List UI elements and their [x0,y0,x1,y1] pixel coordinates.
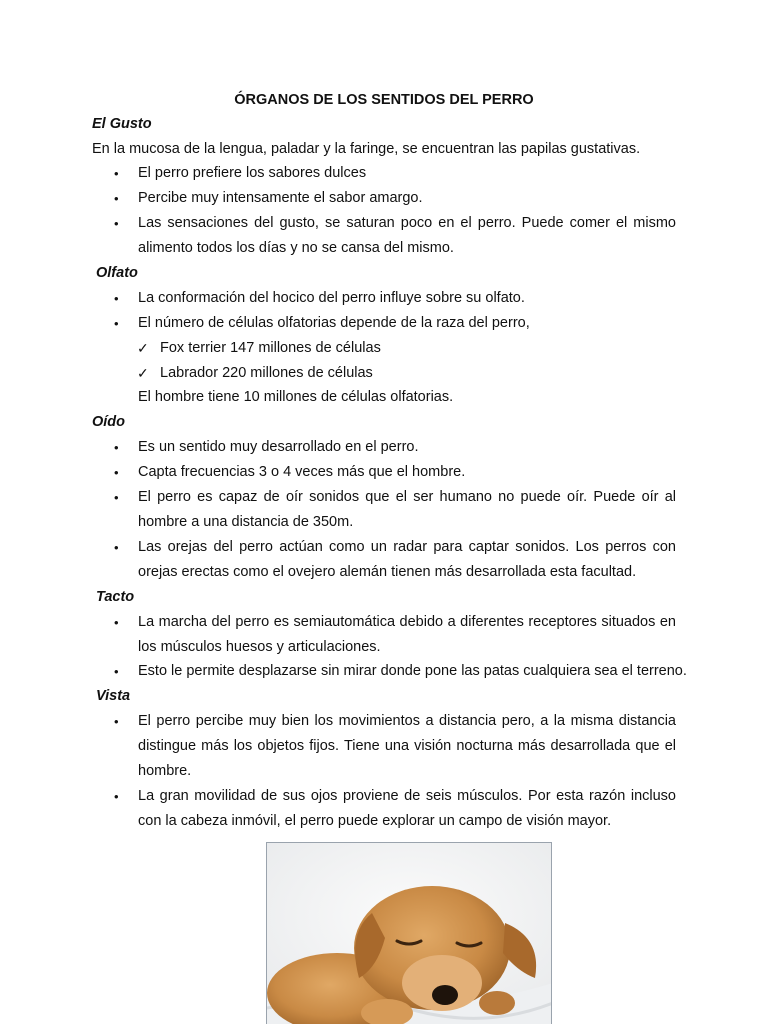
section-heading-gusto: El Gusto [92,116,152,132]
oido-item: Capta frecuencias 3 o 4 veces más que el hombre. [138,464,466,480]
check-icon: ✓ [137,340,149,356]
bullet-icon: • [114,216,119,231]
vista-item: La gran movilidad de sus ojos proviene de seis músculos. Por esta razón incluso con la cabeza inmóvil, el perro puede explorar un campo de visión mayor. [138,788,676,829]
tacto-item: La marcha del perro es semiautomática debido a diferentes receptores situados en los músculos huesos y articulaciones. [138,614,676,655]
bullet-icon: • [114,316,119,331]
oido-item: El perro es capaz de oír sonidos que el ser humano no puede oír. Puede oír al hombre a una distancia de 350m. [138,489,676,530]
section-heading-vista: Vista [96,688,131,704]
bullet-icon: • [114,440,119,455]
olfato-item: El número de células olfatorias depende de la raza del perro, [138,315,530,331]
oido-item: Las orejas del perro actúan como un radar para captar sonidos. Los perros con orejas erectas como el ovejero alemán tienen más desarrollada esta facultad. [138,539,676,580]
bullet-icon: • [114,191,119,206]
bullet-icon: • [114,789,119,804]
bullet-icon: • [114,490,119,505]
bullet-icon: • [114,166,119,181]
puppy-photo [266,842,552,1024]
gusto-item: El perro prefiere los sabores dulces [138,165,367,181]
check-icon: ✓ [137,365,149,381]
vista-item: El perro percibe muy bien los movimientos a distancia pero, a la misma distancia distingue más los objetos fijos. Tiene una visión nocturna más desarrollada que el hombre. [138,713,676,779]
bullet-icon: • [114,615,119,630]
olfato-note: El hombre tiene 10 millones de células olfatorias. [138,389,454,405]
tacto-item: Esto le permite desplazarse sin mirar donde pone las patas cualquiera sea el terreno. [138,663,687,679]
puppy-illustration [267,843,552,1024]
olfato-item: La conformación del hocico del perro influye sobre su olfato. [138,290,525,306]
page-title: ÓRGANOS DE LOS SENTIDOS DEL PERRO [234,92,534,108]
section-heading-oido: Oído [92,414,126,430]
section-heading-olfato: Olfato [96,265,138,281]
bullet-icon: • [114,714,119,729]
gusto-item: Las sensaciones del gusto, se saturan poco en el perro. Puede comer el mismo alimento todos los días y no se cansa del mismo. [138,215,676,256]
olfato-check-item: Labrador 220 millones de células [160,365,373,381]
bullet-icon: • [114,540,119,555]
gusto-intro: En la mucosa de la lengua, paladar y la faringe, se encuentran las papilas gustativas. [92,141,641,157]
bullet-icon: • [114,664,119,679]
section-heading-tacto: Tacto [96,589,135,605]
bullet-icon: • [114,465,119,480]
olfato-check-item: Fox terrier 147 millones de células [160,340,381,356]
bullet-icon: • [114,291,119,306]
gusto-item: Percibe muy intensamente el sabor amargo. [138,190,423,206]
oido-item: Es un sentido muy desarrollado en el perro. [138,439,419,455]
